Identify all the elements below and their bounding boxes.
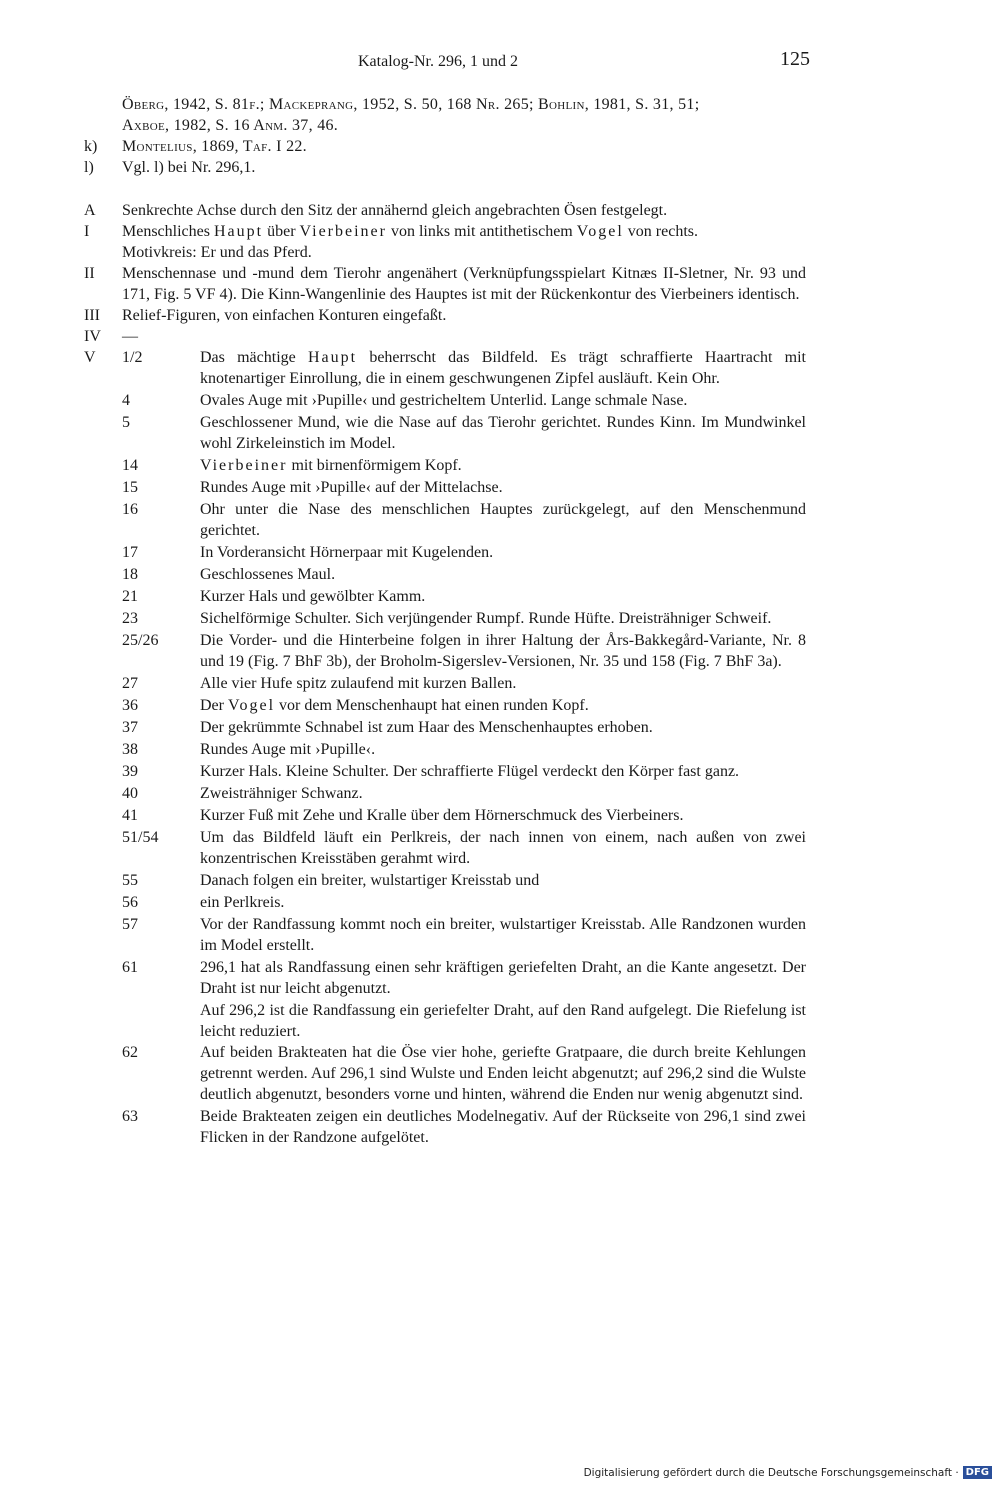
- section-III-text: Relief-Figuren, von einfachen Konturen eingefaßt.: [122, 307, 447, 324]
- entry-number: 61: [122, 959, 138, 976]
- entry-row: [84, 608, 806, 629]
- section-II-label: II: [84, 265, 95, 282]
- section-I-label: I: [84, 223, 90, 240]
- entry-text-b: vor dem Menschenhaupt hat einen runden Kopf.: [275, 697, 589, 714]
- entry-spacer: [84, 805, 122, 826]
- section-A-text: Senkrechte Achse durch den Sitz der annähernd gleich angebrachten Ösen festgelegt.: [122, 202, 668, 219]
- reference-continuation-line-1: Öberg, 1942, S. 81f.; Mackeprang, 1952, S. 50, 168 Nr. 265; Bohlin, 1981, S. 31, 51;: [122, 96, 700, 113]
- section-I-text-b: über: [263, 223, 300, 240]
- entry-row: [84, 870, 806, 891]
- entry-text: In Vorderansicht Hörnerpaar mit Kugelenden.: [200, 544, 494, 561]
- section-A-label: A: [84, 202, 96, 219]
- entry-spacer: [84, 1106, 122, 1148]
- references-block: [84, 94, 806, 178]
- section-A: [84, 200, 806, 221]
- reference-k-text: Montelius, 1869, Taf. I 22.: [122, 138, 307, 155]
- entry-spacer: [84, 542, 122, 563]
- entry-spacer: [84, 608, 122, 629]
- entry-spacer: [84, 586, 122, 607]
- section-II-text: Menschennase und -mund dem Tierohr angenähert (Verknüpfungsspielart Kitnæs II-Sletner, Nr. 93 und 171, Fig. 5 VF 4). Die Kinn-Wangenlinie des Hauptes ist mit der Rückenkontur des Vierbeiners identisch.: [122, 265, 806, 303]
- section-II: [84, 263, 806, 305]
- entry-spacer: [84, 1042, 122, 1105]
- entry-text: Rundes Auge mit ›Pupille‹.: [200, 741, 376, 758]
- entry-spacer: [84, 870, 122, 891]
- entry-number: 15: [122, 479, 138, 496]
- digitization-footer: [584, 1466, 992, 1479]
- entry-text: [200, 455, 806, 476]
- entry-number: 39: [122, 763, 138, 780]
- entry-number: 56: [122, 894, 138, 911]
- entry-row: [84, 827, 806, 869]
- entry-text: ein Perlkreis.: [200, 894, 285, 911]
- entry-spacer: [84, 673, 122, 694]
- entry-spaced-term: Vierbeiner: [200, 457, 288, 474]
- entry-text: Sichelförmige Schulter. Sich verjüngender Rumpf. Runde Hüfte. Dreisträhniger Schweif.: [200, 610, 772, 627]
- entry-number: 51/54: [122, 829, 159, 846]
- entry-spacer: [84, 412, 122, 454]
- running-head-title: Katalog-Nr. 296, 1 und 2: [358, 53, 518, 70]
- entry-number: 62: [122, 1044, 138, 1061]
- entry-text-a: Das mächtige: [200, 349, 308, 366]
- entry-spacer: [84, 827, 122, 869]
- entry-spacer: [84, 957, 122, 999]
- entry-text: Kurzer Hals. Kleine Schulter. Der schraffierte Flügel verdeckt den Körper fast ganz.: [200, 763, 740, 780]
- entry-row: [84, 957, 806, 999]
- entry-text: Zweisträhniger Schwanz.: [200, 785, 363, 802]
- entry-number: 14: [122, 457, 138, 474]
- entry-text-b: mit birnenförmigem Kopf.: [287, 457, 462, 474]
- entry-text-b: beherrscht das Bildfeld. Es trägt schraffierte Haartracht mit knotenartiger Einrollung, die in einem geschwungenen Zipfel ausläuft. Kein Ohr.: [200, 349, 807, 387]
- entry-row: [84, 717, 806, 738]
- entry-text: 296,1 hat als Randfassung einen sehr kräftigen geriefelten Draht, an die Kante angesetzt. Der Draht ist nur leicht abgenutzt.: [200, 959, 806, 997]
- reference-k: [84, 136, 806, 157]
- entry-number: 63: [122, 1108, 138, 1125]
- entry-subparagraph: Auf 296,2 ist die Randfassung ein geriefelter Draht, auf den Rand aufgelegt. Die Riefelung ist leicht reduziert.: [200, 1002, 806, 1040]
- entry-spacer: [84, 477, 122, 498]
- entry-number: 18: [122, 566, 138, 583]
- entry-number: 41: [122, 807, 138, 824]
- entry-spacer: [84, 783, 122, 804]
- entry-number: 21: [122, 588, 138, 605]
- entry-text: Rundes Auge mit ›Pupille‹ auf der Mittelachse.: [200, 479, 503, 496]
- section-I-vierbeiner: Vierbeiner: [299, 223, 387, 240]
- entry-number: 17: [122, 544, 138, 561]
- entry-spaced-term: Vogel: [227, 697, 276, 714]
- section-I-text-c: von links mit antithetischem: [386, 223, 577, 240]
- section-I-haupt: Haupt: [213, 223, 264, 240]
- entry-text: Alle vier Hufe spitz zulaufend mit kurzen Ballen.: [200, 675, 517, 692]
- entry-spacer: [84, 630, 122, 672]
- reference-continuation-line-2: Axboe, 1982, S. 16 Anm. 37, 46.: [122, 117, 339, 134]
- section-IV-label: IV: [84, 328, 101, 345]
- entry-row: [84, 630, 806, 672]
- section-III-label: III: [84, 307, 100, 324]
- entry-row: [84, 347, 806, 389]
- entry-row: [84, 892, 806, 913]
- section-I-vogel: Vogel: [576, 223, 624, 240]
- reference-l: [84, 157, 806, 178]
- dfg-logo: DFG: [963, 1466, 992, 1479]
- entry-text: Auf beiden Brakteaten hat die Öse vier hohe, geriefte Gratpaare, die durch breite Kehlungen getrennt werden. Auf 296,1 sind Wulste und Enden leicht abgenutzt; auf 296,2 sind die Wulste deutlich abgenutzt, besonders vorne und hinten, während die Enden nur wenig abgenutzt sind.: [200, 1044, 806, 1103]
- entry-row: [84, 1042, 806, 1105]
- entry-row: [84, 499, 806, 541]
- footer-text: Digitalisierung gefördert durch die Deutsche Forschungsgemeinschaft ·: [583, 1466, 959, 1479]
- entry-number: 57: [122, 916, 138, 933]
- entry-number: 1/2: [122, 349, 143, 366]
- section-I: [84, 221, 806, 263]
- page-number: 125: [780, 48, 810, 70]
- entry-row: [84, 805, 806, 826]
- section-I-text: [122, 221, 806, 263]
- entry-row: [84, 783, 806, 804]
- entry-spacer: [84, 455, 122, 476]
- section-I-text-a: Menschliches: [122, 223, 214, 240]
- entry-text-a: Der: [200, 697, 228, 714]
- entry-row: [84, 477, 806, 498]
- entry-spacer: [84, 739, 122, 760]
- entry-spacer: [84, 761, 122, 782]
- section-III: [84, 305, 806, 326]
- entry-spacer: [84, 717, 122, 738]
- entry-number: 25/26: [122, 632, 159, 649]
- entry-number: 5: [122, 414, 130, 431]
- entry-row: [84, 542, 806, 563]
- entry-number: 37: [122, 719, 138, 736]
- section-IV: [84, 326, 806, 347]
- reference-l-label: l): [84, 159, 94, 176]
- entry-text: Ohr unter die Nase des menschlichen Hauptes zurückgelegt, auf den Menschenmund gerichtet.: [200, 501, 806, 539]
- entry-text: Der gekrümmte Schnabel ist zum Haar des Menschenhauptes erhoben.: [200, 719, 653, 736]
- entry-row: [84, 695, 806, 716]
- entry-row: [84, 739, 806, 760]
- entry-text: Geschlossenes Maul.: [200, 566, 336, 583]
- entry-row: [84, 1106, 806, 1148]
- section-V-label: V: [84, 349, 96, 366]
- entry-text: Danach folgen ein breiter, wulstartiger Kreisstab und: [200, 872, 540, 889]
- entry-text: Kurzer Hals und gewölbter Kamm.: [200, 588, 426, 605]
- section-IV-text: —: [122, 328, 138, 345]
- section-I-text-d: von rechts.: [623, 223, 698, 240]
- entry-row: [84, 761, 806, 782]
- entry-number: 16: [122, 501, 138, 518]
- section-I-motivkreis: Motivkreis: Er und das Pferd.: [122, 244, 312, 261]
- entry-text: Um das Bildfeld läuft ein Perlkreis, der nach innen von einem, nach außen von zwei konzentrischen Kreisstäben gerahmt wird.: [200, 829, 806, 867]
- entry-number: 23: [122, 610, 138, 627]
- entry-text: [200, 695, 806, 716]
- entry-number: 55: [122, 872, 138, 889]
- entry-row: [84, 564, 806, 585]
- entry-text: Vor der Randfassung kommt noch ein breiter, wulstartiger Kreisstab. Alle Randzonen wurden im Model erstellt.: [200, 916, 806, 954]
- entry-text: Die Vorder- und die Hinterbeine folgen in ihrer Haltung der Års-Bakkegård-Variante, Nr. 8 und 19 (Fig. 7 BhF 3b), der Broholm-Sigerslev-Versionen, Nr. 35 und 158 (Fig. 7 BhF 3a).: [200, 632, 806, 670]
- entry-row: [84, 455, 806, 476]
- entry-spacer: [84, 564, 122, 585]
- entry-spacer: [84, 914, 122, 956]
- entry-spacer: [84, 499, 122, 541]
- entry-number: 27: [122, 675, 138, 692]
- reference-l-text: Vgl. l) bei Nr. 296,1.: [122, 159, 256, 176]
- entry-spacer: [84, 892, 122, 913]
- entry-number: 38: [122, 741, 138, 758]
- entry-row: [84, 673, 806, 694]
- entry-row: [84, 914, 806, 956]
- entry-number: 4: [122, 392, 130, 409]
- entry-spacer: [84, 695, 122, 716]
- entry-text: [200, 347, 806, 389]
- entry-spaced-term: Haupt: [307, 349, 358, 366]
- entry-text: Beide Brakteaten zeigen ein deutliches Modelnegativ. Auf der Rückseite von 296,1 sind zwei Flicken in der Randzone aufgelötet.: [200, 1108, 806, 1146]
- entry-row: [84, 412, 806, 454]
- entry-spacer: [84, 390, 122, 411]
- entry-row: [84, 586, 806, 607]
- entry-number: 40: [122, 785, 138, 802]
- reference-k-label: k): [84, 138, 98, 155]
- description-sections: [84, 200, 806, 1149]
- entry-row: [84, 390, 806, 411]
- entry-number: 36: [122, 697, 138, 714]
- entry-text: Ovales Auge mit ›Pupille‹ und gestricheltem Unterlid. Lange schmale Nase.: [200, 392, 688, 409]
- entry-text: Geschlossener Mund, wie die Nase auf das Tierohr gerichtet. Rundes Kinn. Im Mundwinkel wohl Zirkeleinstich im Model.: [200, 414, 806, 452]
- entry-text: Kurzer Fuß mit Zehe und Kralle über dem Hörnerschmuck des Vierbeiners.: [200, 807, 684, 824]
- section-V: [84, 347, 806, 1148]
